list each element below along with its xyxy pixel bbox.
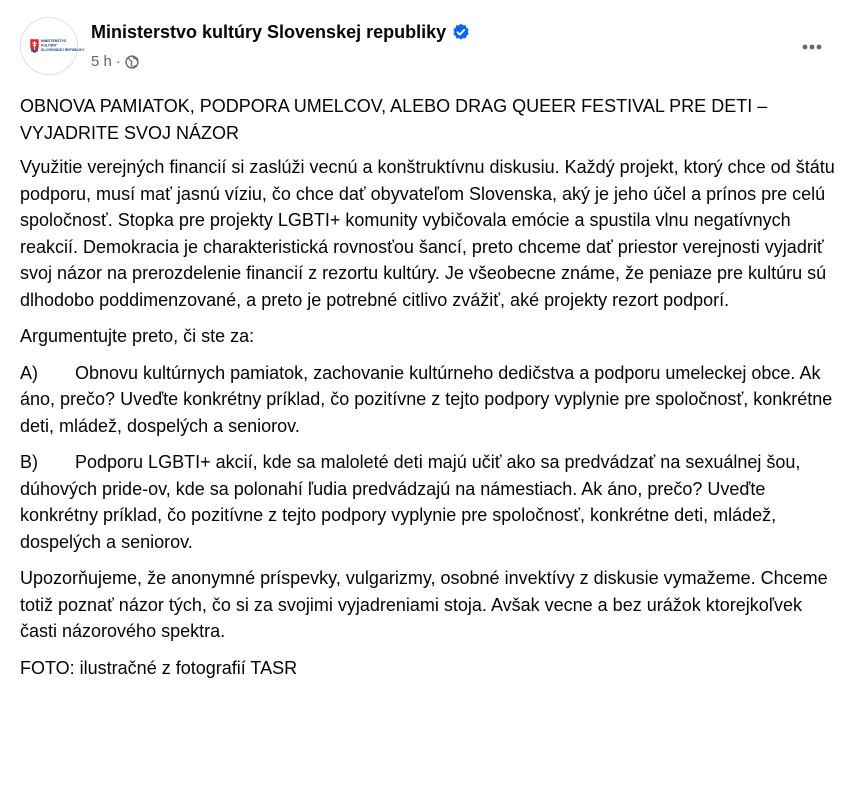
post-option-b [20,449,836,555]
page-name-link[interactable]: Ministerstvo kultúry Slovenskej republiky [91,22,447,42]
more-horizontal-icon [794,29,830,65]
post-paragraph-warning: Upozorňujeme, že anonymné príspevky, vulgarizmy, osobné invektívy z diskusie vymažeme. Chceme totiž poznať názor tých, čo si za svojimi vyjadreniami stoja. Avšak vecne a bez urážok ktorejkoľvek časti názorového spektra. [20,568,828,641]
post-paragraph-intro: Využitie verejných financií si zaslúži vecnú a konštruktívnu diskusiu. Každý projekt, ktorý chce od štátu podporu, musí mať jasnú víziu, čo chce dať obyvateľom Slovenska, aký je jeho účel a prínos pre celú spoločnosť. Stopka pre projekty LGBTI+ komunity vybičovala emócie a spustila vlnu negatívnych reakcií. Demokracia je charakteristická rovnosťou šancí, preto chceme dať priestor verejnosti vyjadriť svoj názor na prerozdelenie financií z rezortu kultúry. Je všeobecne známe, že peniaze pre kultúru sú dlhodobo poddimenzované, a preto je potrebné citlivo zvážiť, aké projekty rezort podporí. [20,157,835,310]
globe-icon[interactable] [125,55,139,75]
meta-separator: · [115,53,121,70]
post-header [20,17,836,75]
svg-text:KULTÚRY: KULTÚRY [41,43,57,48]
option-a-label: A) [20,362,38,383]
svg-text:MINISTERSTVO: MINISTERSTVO [41,39,67,43]
post-meta [91,52,139,75]
option-b-label: B) [20,452,38,472]
post-title: OBNOVA PAMIATOK, PODPORA UMELCOV, ALEBO DRAG QUEER FESTIVAL PRE DETI – VYJADRITE SVOJ NÁZOR [20,96,768,143]
post-body [20,93,836,691]
verified-badge-icon[interactable] [452,23,470,46]
option-a-text: Obnovu kultúrnych pamiatok, zachovanie kultúrneho dedičstva a podporu umeleckej obce. Ak áno, prečo? Uveďte konkrétny príklad, čo pozitívne z tejto podpory vyplynie pre spoločnosť, konkrétne deti, mládež, dospelých a seniorov. [20,362,833,436]
page-name-row [91,21,470,46]
svg-text:SLOVENSKEJ REPUBLIKY: SLOVENSKEJ REPUBLIKY [41,48,85,52]
ministry-logo-icon [21,18,85,74]
post-timestamp-link[interactable]: 5 h [91,53,112,70]
option-b-text: Podporu LGBTI+ akcií, kde sa maloleté deti majú učiť ako sa predvádzať na sexuálnej šou, dúhových pride-ov, kde sa polonahí ľudia predvádzajú na námestiach. Ak áno, prečo? Uveďte konkrétny príklad, čo pozitívne z tejto podpory vyplynie pre spoločnosť, konkrétne deti, mládež, dospelých a seniorov. [20,452,801,552]
post-photo-credit: FOTO: ilustračné z fotografií TASR [20,657,298,678]
post-option-a [20,360,836,440]
page-avatar[interactable] [20,17,85,75]
post-options-button[interactable] [794,29,830,65]
post-paragraph-prompt: Argumentujte preto, či ste za: [20,326,255,346]
